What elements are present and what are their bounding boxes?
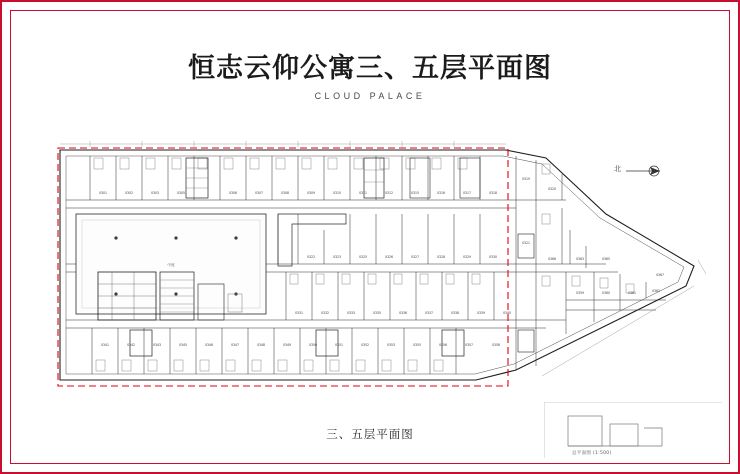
svg-text:0328: 0328 [437, 255, 445, 259]
svg-text:0337: 0337 [425, 311, 433, 315]
svg-text:0302: 0302 [125, 191, 133, 195]
svg-text:0343: 0343 [153, 343, 161, 347]
svg-text:中庭: 中庭 [167, 263, 175, 267]
svg-text:0301: 0301 [99, 191, 107, 195]
svg-text:0329: 0329 [463, 255, 471, 259]
svg-text:0330: 0330 [489, 255, 497, 259]
north-arrow [610, 160, 664, 182]
svg-text:0349: 0349 [283, 343, 291, 347]
svg-text:0331: 0331 [295, 311, 303, 315]
svg-text:0312: 0312 [385, 191, 393, 195]
svg-text:0309: 0309 [307, 191, 315, 195]
svg-text:0311: 0311 [359, 191, 367, 195]
svg-text:0340: 0340 [503, 311, 511, 315]
svg-text:0362: 0362 [652, 289, 660, 293]
svg-text:0360: 0360 [602, 291, 610, 295]
svg-text:0317: 0317 [463, 191, 471, 195]
svg-text:0308: 0308 [281, 191, 289, 195]
svg-text:0323: 0323 [333, 255, 341, 259]
north-label: 北 [614, 165, 621, 173]
svg-text:0347: 0347 [231, 343, 239, 347]
page-subtitle: CLOUD PALACE [314, 91, 426, 101]
svg-text:0345: 0345 [179, 343, 187, 347]
svg-text:0355: 0355 [413, 343, 421, 347]
svg-text:0320: 0320 [548, 187, 556, 191]
svg-text:0307: 0307 [255, 191, 263, 195]
plan-caption: 三、五层平面图 [326, 427, 414, 441]
svg-text:0303: 0303 [151, 191, 159, 195]
svg-text:0361: 0361 [628, 291, 636, 295]
svg-text:0321: 0321 [522, 241, 530, 245]
svg-text:0356: 0356 [439, 343, 447, 347]
svg-text:0335: 0335 [373, 311, 381, 315]
svg-text:0306: 0306 [229, 191, 237, 195]
svg-text:0358: 0358 [492, 343, 500, 347]
svg-text:0339: 0339 [477, 311, 485, 315]
svg-text:0336: 0336 [399, 311, 407, 315]
svg-text:0363: 0363 [576, 257, 584, 261]
svg-text:0333: 0333 [347, 311, 355, 315]
svg-text:0365: 0365 [602, 257, 610, 261]
svg-text:0346: 0346 [205, 343, 213, 347]
page-title: 恒志云仰公寓三、五层平面图 [188, 53, 552, 84]
svg-text:0366: 0366 [548, 257, 556, 261]
svg-text:0310: 0310 [333, 191, 341, 195]
svg-text:0350: 0350 [309, 343, 317, 347]
svg-text:0351: 0351 [335, 343, 343, 347]
svg-text:0367: 0367 [656, 273, 664, 277]
svg-text:0316: 0316 [437, 191, 445, 195]
svg-text:0357: 0357 [465, 343, 473, 347]
svg-text:0338: 0338 [451, 311, 459, 315]
svg-text:0319: 0319 [522, 177, 530, 181]
svg-text:0318: 0318 [489, 191, 497, 195]
svg-text:0359: 0359 [576, 291, 584, 295]
svg-text:0326: 0326 [385, 255, 393, 259]
key-plan-label: 总平面图 (1:500) [572, 451, 612, 456]
svg-text:0353: 0353 [387, 343, 395, 347]
svg-text:0332: 0332 [321, 311, 329, 315]
title-block [2, 52, 738, 101]
svg-text:0352: 0352 [361, 343, 369, 347]
floor-plan [46, 134, 706, 396]
floor-plan-drawing [46, 134, 706, 396]
svg-text:0322: 0322 [307, 255, 315, 259]
svg-text:0305: 0305 [177, 191, 185, 195]
svg-text:0342: 0342 [127, 343, 135, 347]
svg-text:0327: 0327 [411, 255, 419, 259]
svg-text:0315: 0315 [411, 191, 419, 195]
svg-text:0348: 0348 [257, 343, 265, 347]
svg-text:0325: 0325 [359, 255, 367, 259]
svg-text:0341: 0341 [101, 343, 109, 347]
